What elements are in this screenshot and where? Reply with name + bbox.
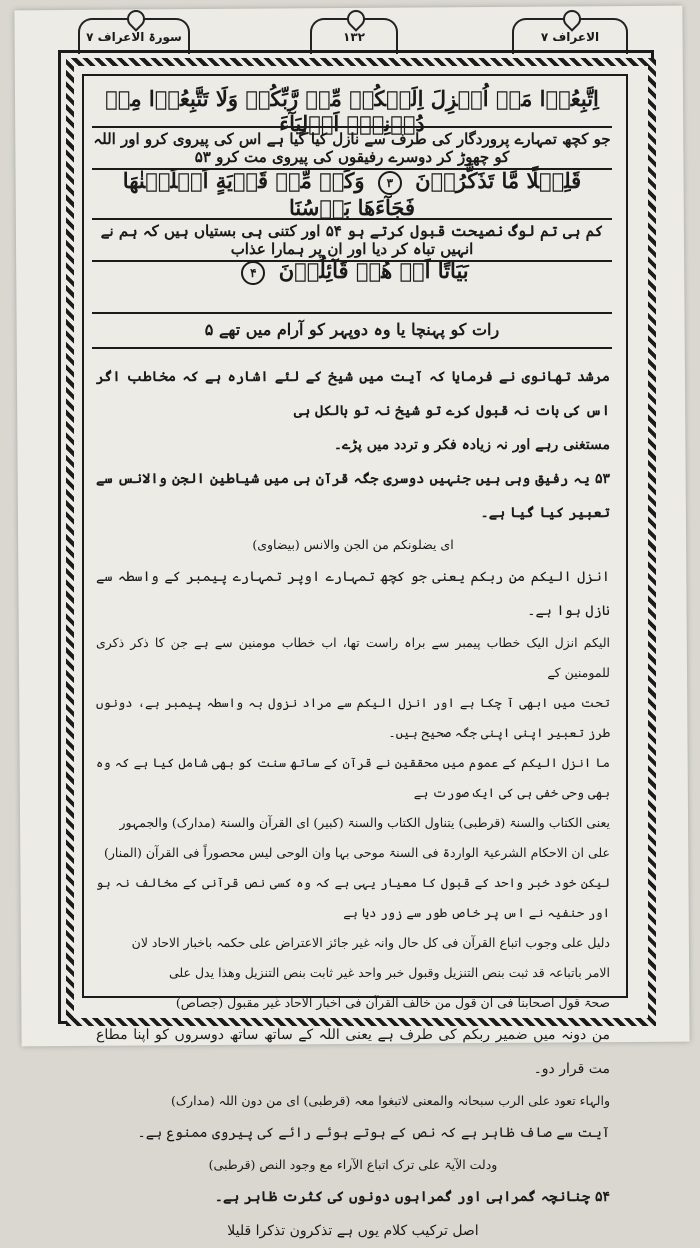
commentary-line: دلیل علی وجوب اتباع القرآن فی کل حال وانہ غیر جائز الاعتراض علی حکمہ باخبار الاحاد لان [131,935,610,950]
commentary-line: علی ان الاحکام الشرعیۃ الواردۃ فی السنۃ موحی بہا وان الوحی لیس محصوراً فی القرآن (المنار) [104,845,610,860]
commentary-line: اصل ترکیب کلام یوں ہے تذکرون تذکرا قلیلا [227,1223,479,1239]
verse-panel-divider [92,246,612,314]
manzil-label: الاعراف ۷ [540,30,600,44]
commentary-line: ۵۴ چنانچہ گمراہی اور گمراہوں دونوں کی کثرت ظاہر ہے۔ [214,1189,610,1205]
commentary-line: مرشد تھانوی نے فرمایا کہ آیت میں شیخ کے لئے اشارہ ہے کہ مخاطب اگر اس کی بات نہ قبول کرے تو شیخ نہ تو بالکل ہی [96,369,610,419]
commentary-line: ای یضلونکم من الجن والانس (بیضاوی) [252,537,454,552]
verse-line-2-part-a: قَلِيۡلًا مَّا تَذَكَّرُوۡنَ [415,168,582,193]
page-number-header [310,18,398,54]
commentary-line: الیکم انزل الیک خطاب پیمبر سے براہ راست تھا، اب خطاب مومنین سے ہے جن کا ذکر ذکری للمومنین کے [96,635,610,680]
commentary-line: لیکن خود خبر واحد کے قبول کا معیار یہی ہے کہ وہ کسی نص قرآنی کے مخالف نہ ہو اور حنفیہ نے اس پر خاص طور سے زور دیا ہے [96,875,610,920]
surah-name: سورۃ الاعراف ۷ [86,30,182,44]
verse-translation-3: رات کو پہنچا یا وہ دوپہر کو آرام میں تھے ۵ [92,320,612,349]
verse-end-marker: ۳ [378,171,402,195]
manzil-header [512,18,628,54]
commentary-line: ما انزل الیکم کے عموم میں محققین نے قرآن کے ساتھ سنت کو بھی شامل کیا ہے کہ وہ بھی وحی خفی ہی کی ایک صورت ہے [96,755,610,800]
commentary-line: والہاء تعود علی الرب سبحانہ والمعنی لاتبغوا معہ (قرطبی) ای من دون اللہ (مدارک) [170,1093,610,1108]
verse-line-3-text: بَيَاتًا اَوۡ هُمۡ قَآئِلُوۡنَ [278,258,469,283]
verse-translation-2: کم ہی تم لوگ نصیحت قبول کرتے ہو ۵۴ اور کتنی ہی بستیاں ہیں کہ ہم نے انہیں تباہ کر دیا اور ان پر ہمارا عذاب [92,218,612,262]
surah-header [78,18,190,54]
commentary-line: آیت سے صاف ظاہر ہے کہ نص کے ہوتے ہوئے رائے کی پیروی ممنوع ہے۔ [137,1125,610,1141]
commentary-section [96,360,610,1239]
commentary-line: انزل الیکم من ربکم یعنی جو کچھ تمہارے اوپر تمہارے پیمبر کے واسطہ سے نازل ہوا ہے۔ [96,569,610,619]
commentary-line: ودلت الآیۃ علی ترک اتباع الآراء مع وجود النص (قرطبی) [208,1157,498,1172]
verse-end-marker: ۴ [241,261,265,285]
commentary-line: من دونہ میں ضمیر ربکم کی طرف ہے یعنی اللہ کے ساتھ ساتھ دوسروں کو اپنا مطاع مت قرار دو۔ [96,1027,610,1077]
commentary-line: ۵۳ یہ رفیق وہی ہیں جنہیں دوسری جگہ قرآن ہی میں شیاطین الجن والانس سے تعبیر کیا گیا ہے۔ [96,471,610,521]
page-number: ۱۳۲ [343,30,365,44]
verse-line-2-part-b: وَكَمۡ مِّنۡ قَرۡيَةٍ اَهۡلَكۡنٰهَا فَجَآءَهَا بَاۡسُنَا [122,168,416,220]
commentary-line: مستغنی رہے اور نہ زیادہ فکر و تردد میں پڑے۔ [333,437,610,453]
commentary-line: یعنی الکتاب والسنۃ (قرطبی) یتناول الکتاب والسنۃ (کبیر) ای القرآن والسنۃ (مدارک) والجمہور [119,815,610,830]
commentary-line: تحت میں ابھی آ چکا ہے اور انزل الیکم سے مراد نزول بہ واسطہ پیمبر ہے، دونوں طرز تعبیر اپنی اپنی جگہ صحیح ہیں۔ [96,695,610,740]
verse-line-1: اِتَّبِعُوۡا مَاۤ اُنۡزِلَ اِلَيۡكُمۡ مِّنۡ رَّبِّكُمۡ وَلَا تَتَّبِعُوۡا مِنۡ دُوۡنِهٖۤ اَوۡلِيَآءَ [105,86,599,136]
verse-translation-1: جو کچھ تمہارے پروردگار کی طرف سے نازل کیا گیا ہے اس کی پیروی کرو اور اللہ کو چھوڑ کر دوسرے رفیقوں کی پیروی مت کرو ۵۳ [92,126,612,170]
verse-line-2 [92,168,612,220]
commentary-line: صحۃ قول اصحابنا فی ان قول من خالف القرآن فی اخبار الاحاد غیر مقبول (جصاص) [175,995,610,1010]
commentary-line: الامر باتباعہ قد ثبت بنص التنزیل وقبول خبر واحد غیر ثابت بنص التنزیل وھذا یدل علی [168,965,610,980]
